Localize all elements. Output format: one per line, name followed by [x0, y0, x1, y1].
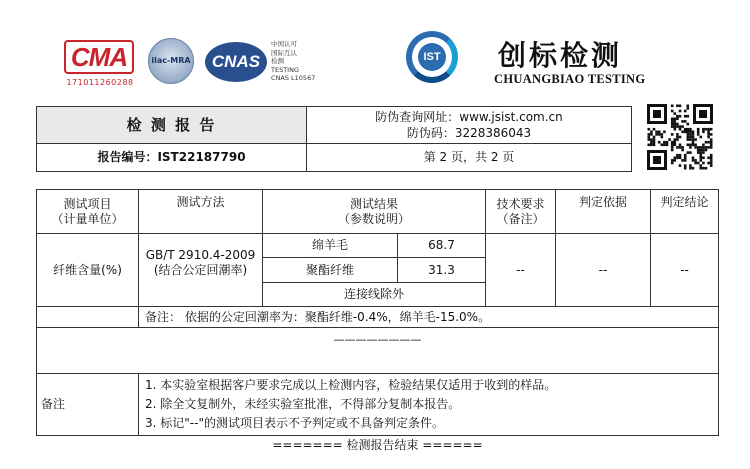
cnas-caption: 中国认可 国际互认 检测 TESTING CNAS L10567 [271, 40, 316, 83]
notes-label: 备注 [36, 373, 139, 436]
header-conclusion: 判定结论 [650, 189, 719, 234]
notes-list [138, 373, 719, 436]
ilac-mra-logo-text: ilac-MRA [151, 56, 191, 65]
header-test-item: 测试项目 （计量单位） [36, 189, 139, 234]
verify-code: 防伪码：3228386043 [406, 126, 532, 140]
header-test-result: 测试结果 （参数说明） [262, 189, 486, 234]
header-basis: 判定依据 [555, 189, 651, 234]
component-name-1: 绵羊毛 [262, 233, 398, 258]
remark-row: 备注： 依据的公定回潮率为：聚酯纤维-0.4%，绵羊毛-15.0%。 [138, 306, 719, 328]
row-requirement: -- [485, 233, 556, 307]
note-item: 2. 除全文复制外，未经实验室批准，不得部分复制本报告。 [145, 397, 461, 411]
verify-site: 防伪查询网址：www.jsist.com.cn [375, 110, 563, 124]
note-item: 1. 本实验室根据客户要求完成以上检测内容，检验结果仅适用于收到的样品。 [145, 378, 557, 392]
blank-row: ———————— [36, 327, 719, 374]
cma-logo: CMA [64, 40, 134, 74]
anti-counterfeit-box [306, 106, 632, 144]
note-item: 3. 标记"--"的测试项目表示不予判定或不具备判定条件。 [145, 416, 444, 430]
report-title: 检 测 报 告 [36, 106, 307, 144]
brand-name-cn: 创标检测 [498, 39, 623, 72]
header-requirement: 技术要求 （备注） [485, 189, 556, 234]
page-info: 第 2 页，共 2 页 [306, 143, 632, 172]
ist-logo: IST [418, 43, 446, 71]
cma-number: 171011260288 [66, 78, 134, 87]
report-number: 报告编号：IST22187790 [36, 143, 307, 172]
remark-left-cell [36, 306, 139, 328]
header-test-method: 测试方法 [138, 189, 263, 234]
qr-code-icon [646, 103, 714, 171]
row-conclusion: -- [650, 233, 719, 307]
component-value-1: 68.7 [397, 233, 486, 258]
brand-name-en: CHUANGBIAO TESTING [494, 72, 646, 86]
component-name-2: 聚酯纤维 [262, 257, 398, 283]
exclusion-note: 连接线除外 [262, 282, 486, 307]
row-basis: -- [555, 233, 651, 307]
row-test-method: GB/T 2910.4-2009 (结合公定回潮率) [138, 233, 263, 307]
component-value-2: 31.3 [397, 257, 486, 283]
report-end-marker: ======= 检测报告结束 ====== [272, 437, 483, 452]
cnas-logo: CNAS [205, 42, 267, 82]
row-test-item: 纤维含量(%) [36, 233, 139, 307]
